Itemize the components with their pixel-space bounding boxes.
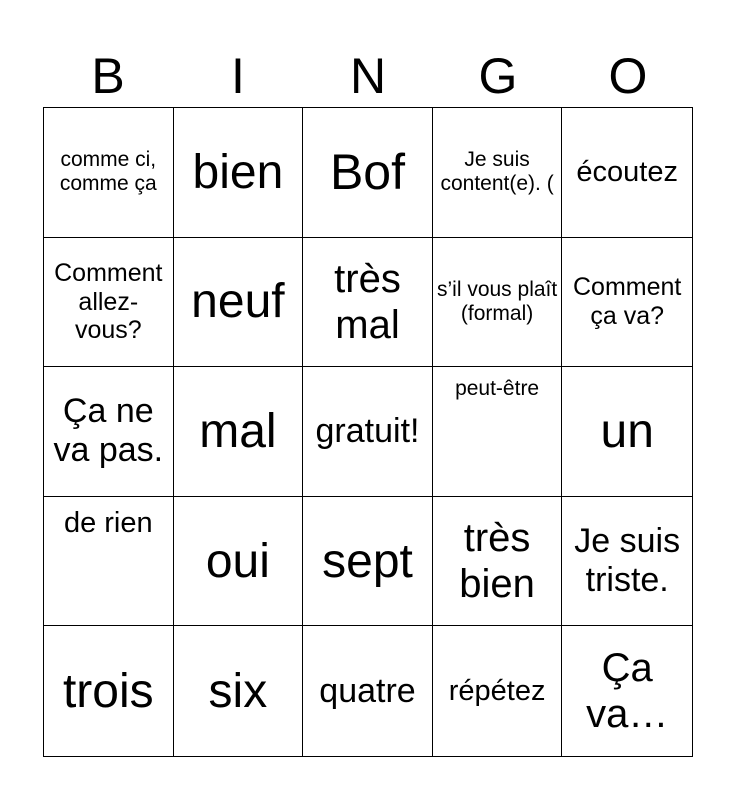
header-letter-n: N: [349, 48, 387, 104]
bingo-cell[interactable]: un: [562, 367, 692, 497]
bingo-cell[interactable]: sept: [303, 497, 433, 627]
bingo-cell[interactable]: gratuit!: [303, 367, 433, 497]
bingo-cell[interactable]: écoutez: [562, 108, 692, 238]
bingo-cell[interactable]: répétez: [433, 626, 563, 756]
bingo-cell[interactable]: de rien: [44, 497, 174, 627]
bingo-header: [43, 48, 693, 104]
bingo-cell[interactable]: bien: [174, 108, 304, 238]
bingo-cell[interactable]: s’il vous plaît (formal): [433, 238, 563, 368]
bingo-cell[interactable]: Je suis content(e). (: [433, 108, 563, 238]
bingo-cell[interactable]: Ça ne va pas.: [44, 367, 174, 497]
bingo-cell[interactable]: oui: [174, 497, 304, 627]
header-letter-b: B: [91, 48, 125, 104]
bingo-cell[interactable]: Comment ça va?: [562, 238, 692, 368]
bingo-cell[interactable]: Ça va…: [586, 646, 669, 737]
bingo-cell[interactable]: trois: [44, 626, 174, 756]
bingo-cell[interactable]: très mal: [303, 238, 433, 368]
header-letter-g: G: [478, 48, 518, 104]
bingo-board: [43, 107, 693, 757]
bingo-cell[interactable]: comme ci, comme ça: [44, 108, 174, 238]
bingo-cell[interactable]: Je suis triste.: [562, 497, 692, 627]
bingo-cell[interactable]: six: [174, 626, 304, 756]
bingo-cell[interactable]: Bof: [303, 108, 433, 238]
bingo-cell[interactable]: peut-être: [433, 367, 563, 497]
bingo-cell[interactable]: quatre: [303, 626, 433, 756]
header-letter-i: I: [231, 48, 245, 104]
bingo-cell[interactable]: très bien: [433, 497, 563, 627]
bingo-cell[interactable]: neuf: [174, 238, 304, 368]
header-letter-o: O: [608, 48, 648, 104]
bingo-cell[interactable]: Comment allez-vous?: [44, 238, 174, 368]
bingo-cell[interactable]: mal: [174, 367, 304, 497]
